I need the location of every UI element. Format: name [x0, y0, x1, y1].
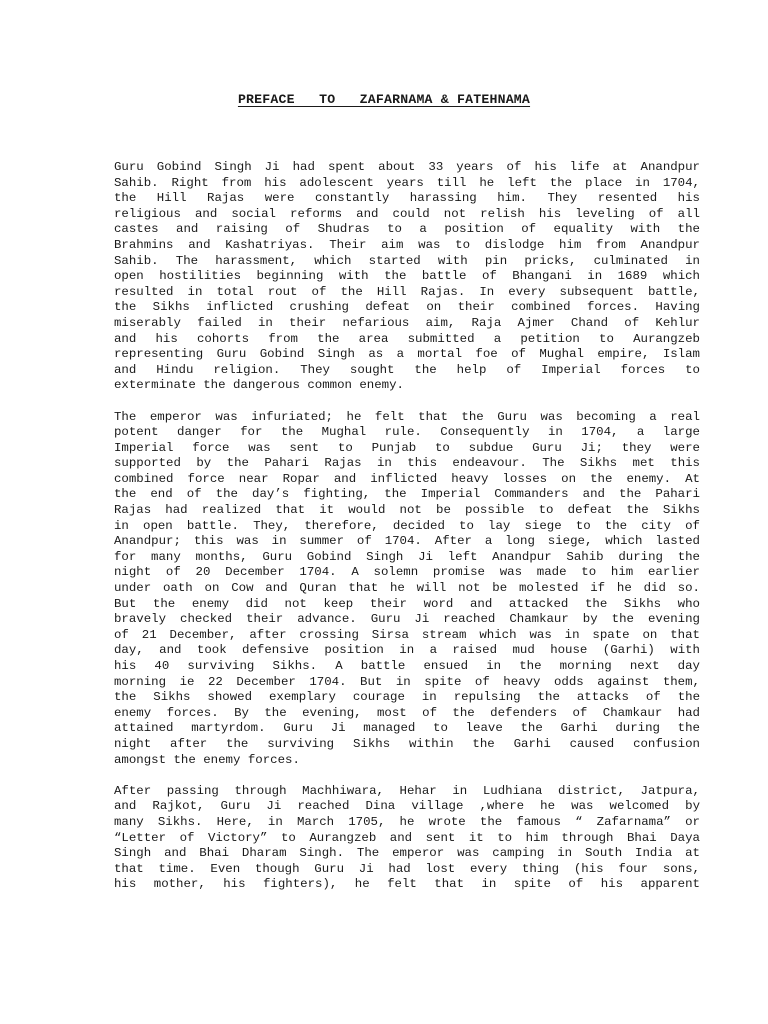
text-line: under oath on Cow and Quran that he will not be molested if he did so. — [114, 581, 700, 596]
text-line: the Sikhs inflicted crushing defeat on their combined forces. Having — [114, 300, 700, 315]
text-line: the Hill Rajas were constantly harassing him. They resented his — [114, 191, 700, 206]
text-line: “Letter of Victory” to Aurangzeb and sent it to him through Bhai Daya — [114, 830, 700, 845]
page-title — [0, 92, 768, 107]
text-line: Imperial force was sent to Punjab to subdue Guru Ji; they were — [114, 440, 700, 455]
text-line: Guru Gobind Singh Ji had spent about 33 years of his life at Anandpur — [114, 160, 700, 174]
text-line: Brahmins and Kashatriyas. Their aim was to dislodge him from Anandpur — [114, 237, 700, 252]
text-line: of 21 December, after crossing Sirsa stream which was in spate on that — [114, 627, 700, 642]
text-line: Singh and Bhai Dharam Singh. The emperor was camping in South India at — [114, 846, 700, 861]
text-line: Anandpur; this was in summer of 1704. After a long siege, which lasted — [114, 534, 700, 549]
text-line: many Sikhs. Here, in March 1705, he wrote the famous “ Zafarnama” or — [114, 814, 700, 829]
paragraph-1 — [114, 160, 700, 394]
text-line: exterminate the dangerous common enemy. — [114, 378, 404, 393]
text-line: amongst the enemy forces. — [114, 752, 300, 767]
text-line: enemy forces. By the evening, most of the defenders of Chamkaur had — [114, 705, 700, 720]
text-line: his 40 surviving Sikhs. A battle ensued in the morning next day — [114, 659, 700, 673]
text-line: The emperor was infuriated; he felt that the Guru was becoming a real — [114, 409, 700, 424]
text-line: and Hindu religion. They sought the help of Imperial forces to — [114, 362, 700, 377]
text-line: miserably failed in their nefarious aim, Raja Ajmer Chand of Kehlur — [114, 315, 700, 330]
text-line: day, and took defensive position in a raised mud house (Garhi) with — [114, 643, 700, 658]
text-line: Sahib. Right from his adolescent years till he left the place in 1704, — [114, 175, 700, 190]
text-line: But the enemy did not keep their word and attacked the Sikhs who — [114, 596, 700, 611]
text-line: and his cohorts from the area submitted a petition to Aurangzeb — [114, 331, 700, 346]
text-line: potent danger for the Mughal rule. Consequently in 1704, a large — [114, 425, 700, 440]
text-line: representing Guru Gobind Singh as a mortal foe of Mughal empire, Islam — [114, 347, 700, 362]
document-body — [114, 160, 700, 909]
page-title-text: PREFACE TO ZAFARNAMA & FATEHNAMA — [237, 92, 531, 107]
text-line: that time. Even though Guru Ji had lost every thing (his four sons, — [114, 861, 700, 876]
paragraph-3 — [114, 784, 700, 893]
text-line: night of 20 December 1704. A solemn promise was made to him earlier — [114, 565, 700, 580]
text-line: bravely checked their advance. Guru Ji reached Chamkaur by the evening — [114, 612, 700, 627]
text-line: Sahib. The harassment, which started with pin pricks, culminated in — [114, 253, 700, 268]
paragraph-2 — [114, 410, 700, 769]
text-line: for many months, Guru Gobind Singh Ji left Anandpur Sahib during the — [114, 549, 700, 564]
text-line: castes and raising of Shudras to a position of equality with the — [114, 222, 700, 237]
text-line: his mother, his fighters), he felt that in spite of his apparent — [114, 877, 700, 892]
text-line: religious and social reforms and could not relish his leveling of all — [114, 206, 700, 221]
text-line: in open battle. They, therefore, decided to lay siege to the city of — [114, 518, 700, 533]
text-line: After passing through Machhiwara, Hehar in Ludhiana district, Jatpura, — [114, 783, 700, 798]
text-line: Rajas had realized that it would not be possible to defeat the Sikhs — [114, 503, 700, 518]
text-line: attained martyrdom. Guru Ji managed to leave the Garhi during the — [114, 721, 700, 736]
text-line: supported by the Pahari Rajas in this endeavour. The Sikhs met this — [114, 456, 700, 471]
text-line: open hostilities beginning with the battle of Bhangani in 1689 which — [114, 269, 700, 284]
text-line: the Sikhs showed exemplary courage in repulsing the attacks of the — [114, 690, 700, 705]
text-line: combined force near Ropar and inflicted heavy losses on the enemy. At — [114, 471, 700, 486]
text-line: night after the surviving Sikhs within the Garhi caused confusion — [114, 736, 700, 751]
text-line: resulted in total rout of the Hill Rajas. In every subsequent battle, — [114, 284, 700, 299]
text-line: morning ie 22 December 1704. But in spite of heavy odds against them, — [114, 674, 700, 689]
text-line: and Rajkot, Guru Ji reached Dina village ,where he was welcomed by — [114, 799, 700, 814]
text-line: the end of the day’s fighting, the Imperial Commanders and the Pahari — [114, 487, 700, 502]
